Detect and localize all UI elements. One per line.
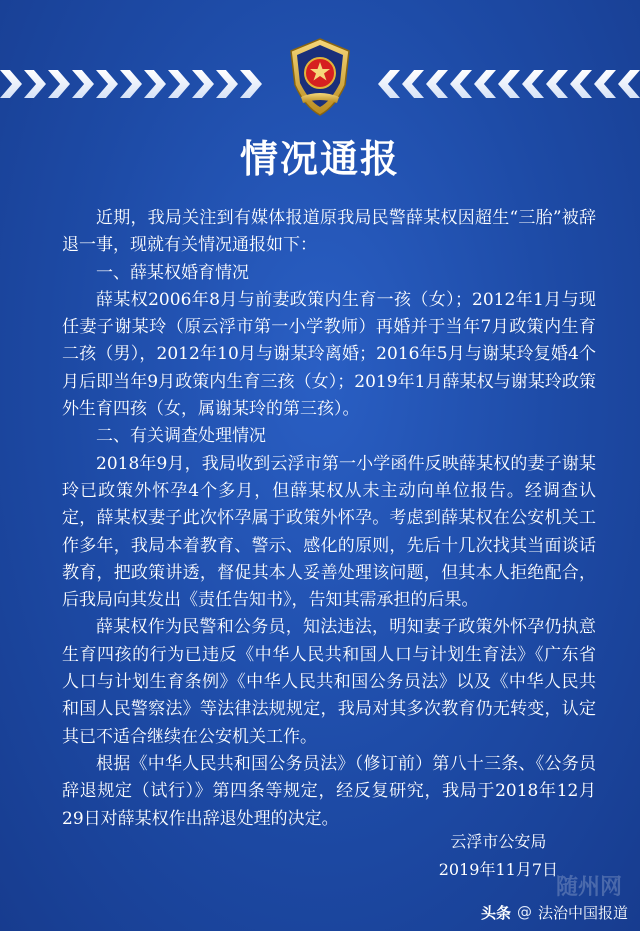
body-paragraph: 薛某权2006年8月与前妻政策内生育一孩（女）；2012年1月与现任妻子谢某玲（原云浮市第一小学教师）再婚并于当年7月政策内生育二孩（男），2012年10月与谢某玲离婚；2016年5月与谢某玲复婚4个月后即当年9月政策内生育三孩（女）；2019年1月薛某权与谢某玲政策外生育四孩（女，属谢某玲的第三孩）。: [62, 289, 596, 420]
police-emblem-icon: [283, 37, 357, 117]
notice-body: [62, 205, 596, 833]
notice-title: 情况通报: [239, 137, 400, 181]
left-chevron-banner: [0, 70, 262, 98]
body-paragraph: 2018年9月，我局收到云浮市第一小学函件反映薛某权的妻子谢某玲已政策外怀孕4个多月，但薛某权从未主动向单位报告。经调查认定，薛某权妻子此次怀孕属于政策外怀孕。考虑到薛某权在公安机关工作多年，我局本着教育、警示、感化的原则，先后十几次找其当面谈话教育，把政策讲透，督促其本人妥善处理该问题，但其本人拒绝配合，后我局向其发出《责任告知书》，告知其需承担的后果。: [62, 453, 596, 611]
platform-brand: 头条: [480, 903, 511, 922]
at-sign: @: [516, 903, 532, 921]
body-paragraph: 薛某权作为民警和公务员，知法违法，明知妻子政策外怀孕仍执意生育四孩的行为已违反《中华人民共和国人口与计划生育法》《广东省人口与计划生育条例》《中华人民共和国公务员法》以及《中华人民共和国人民警察法》等法律法规规定，我局对其多次教育仍无转变，认定其已不适合继续在公安机关工作。: [62, 617, 596, 747]
body-paragraph: 根据《中华人民共和国公务员法》（修订前）第八十三条、《公务员辞退规定（试行）》第四条等规定，经反复研究，我局于2018年12月29日对薛某权作出辞退处理的决定。: [62, 753, 596, 829]
issue-date: 2019年11月7日: [438, 860, 558, 879]
section-heading: 二、有关调查处理情况: [96, 426, 266, 447]
intro-paragraph: 近期，我局关注到有媒体报道原我局民警薛某权因超生“三胎”被辞退一事，现就有关情况通报如下：: [62, 208, 596, 256]
signature-block: [439, 828, 558, 884]
site-watermark: 随州网: [555, 875, 622, 900]
issuing-organization: 云浮市公安局: [450, 832, 547, 851]
section-heading: 一、薛某权婚育情况: [96, 262, 249, 283]
right-chevron-banner: [378, 70, 640, 98]
source-attribution: [481, 899, 628, 925]
source-account-link[interactable]: 法治中国报道: [537, 903, 628, 922]
